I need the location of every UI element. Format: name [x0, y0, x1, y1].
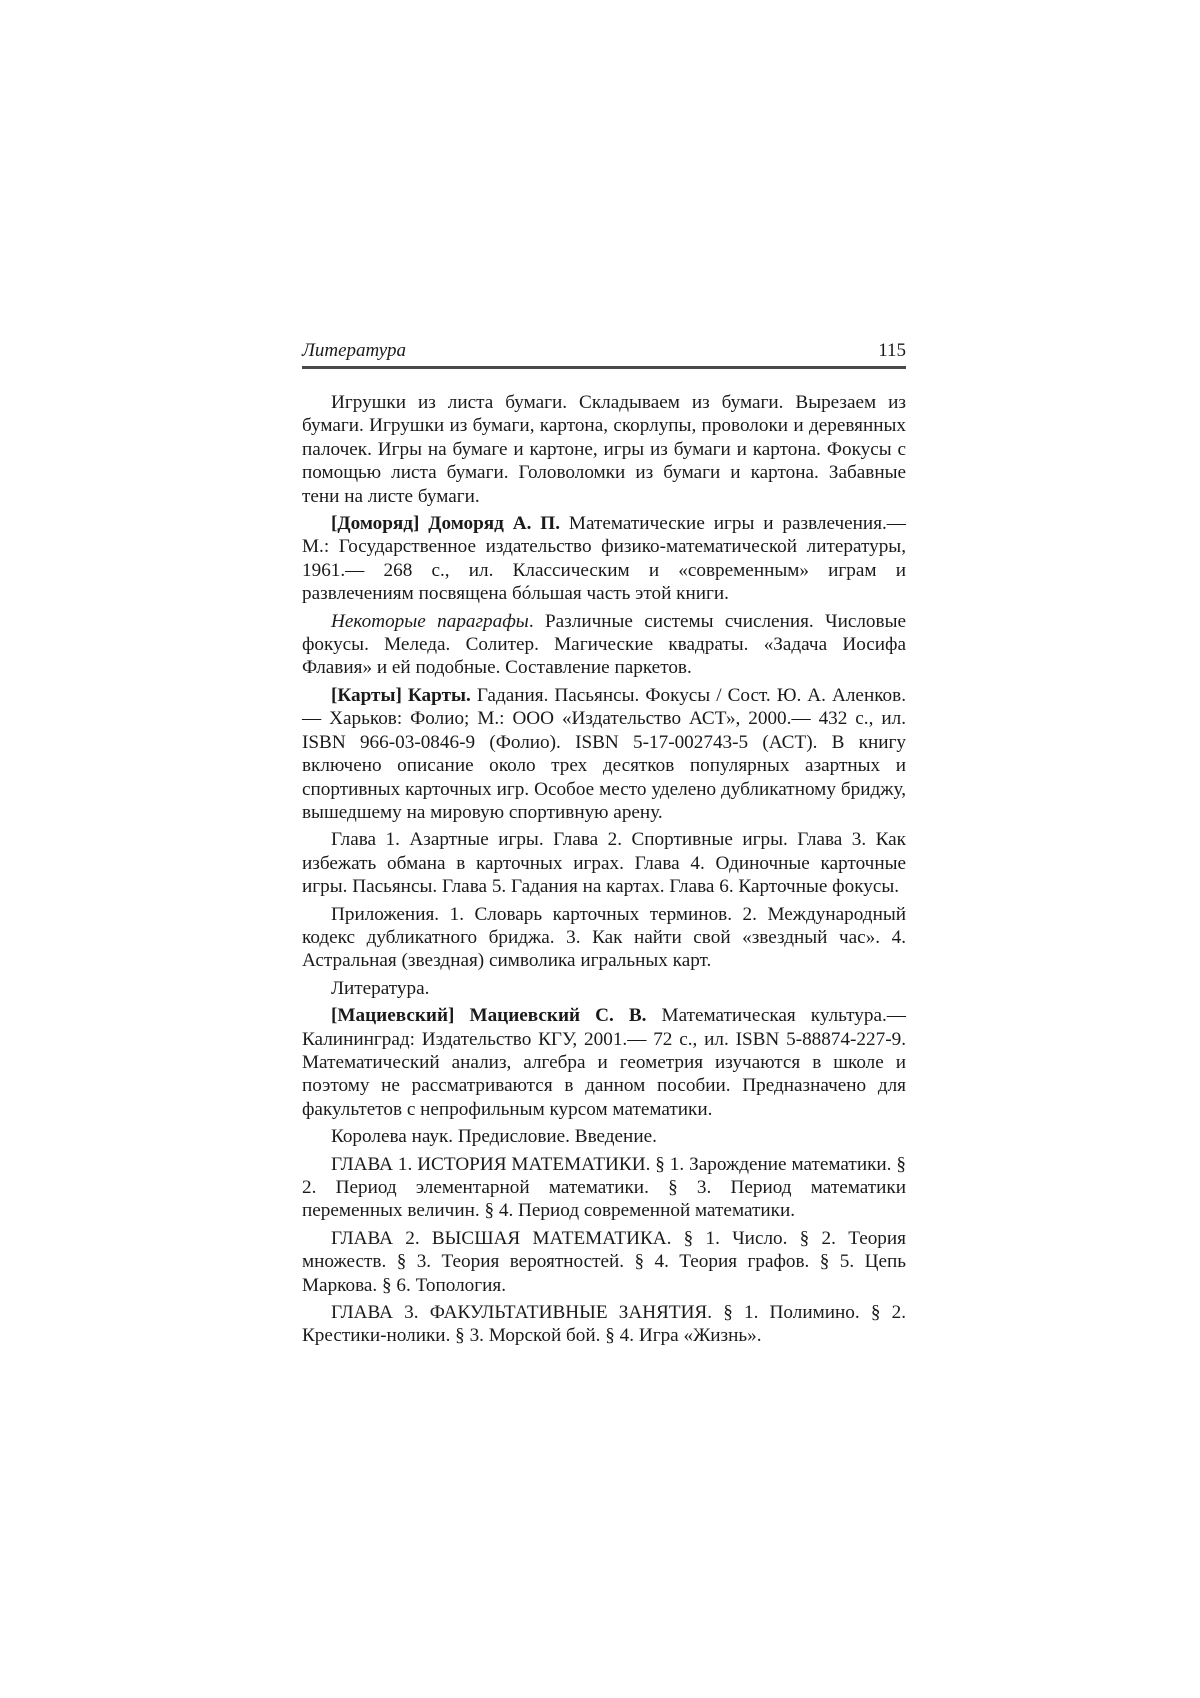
entry-key: [Доморяд] Доморяд А. П.: [331, 513, 561, 535]
sections-label: Некоторые параграфы: [331, 610, 529, 632]
book-page: [302, 340, 906, 1348]
entry-domoryad-sections: [302, 610, 906, 680]
sections-text: . Различные системы счисления. Числовые фокусы. Меледа. Солитер. Магические квадраты. «Задача Иосифа Флавия» и ей подобные. Составление паркетов.: [302, 610, 906, 679]
running-header: [302, 340, 906, 369]
paragraph-paper-toys-contents: Игрушки из листа бумаги. Складываем из бумаги. Вырезаем из бумаги. Игрушки из бумаги, картона, скорлупы, проволоки и деревянных палочек. Игры на бумаге и картоне, игры из бумаги и картона. Фокусы с помощью листа бумаги. Головоломки из бумаги и картона. Забавные тени на листе бумаги.: [302, 392, 906, 507]
entry-karty-chapters: Глава 1. Азартные игры. Глава 2. Спортивные игры. Глава 3. Как избежать обмана в карточных играх. Глава 4. Одиночные карточные игры. Пасьянсы. Глава 5. Гадания на картах. Глава 6. Карточные фокусы.: [302, 829, 906, 898]
entry-description: Математическая культура.— Калининград: Издательство КГУ, 2001.— 72 с., ил. ISBN 5-88874-227-9. Математический анализ, алгебра и геометрия изучаются в школе и поэтому не рассматриваются в данном пособии. Предназначено для факультетов с непрофильным курсом математики.: [302, 1005, 906, 1120]
entry-matsievsky-chapter-1: ГЛАВА 1. ИСТОРИЯ МАТЕМАТИКИ. § 1. Зарождение математики. § 2. Период элементарной математики. § 3. Период математики переменных величин. § 4. Период современной математики.: [302, 1153, 906, 1222]
entry-description: Гадания. Пасьянсы. Фокусы / Сост. Ю. А. Аленков.— Харьков: Фолио; М.: ООО «Издательство АСТ», 2000.— 432 с., ил. ISBN 966-03-0846-9 (Фолио). ISBN 5-17-002743-5 (АСТ). В книгу включено описание около трех десятков популярных азартных и спортивных карточных игр. Особое место уделено дубликатному бриджу, вышедшему на мировую спортивную арену.: [302, 684, 907, 823]
entry-karty-appendix: Приложения. 1. Словарь карточных терминов. 2. Международный кодекс дубликатного бриджа. 3. Как найти свой «звездный час». 4. Астральная (звездная) символика игральных карт.: [302, 903, 906, 972]
entry-domoryad: [302, 512, 906, 606]
running-title: Литература: [302, 340, 406, 361]
entry-matsievsky-intro: Королева наук. Предисловие. Введение.: [331, 1126, 657, 1148]
entry-key: [Карты] Карты.: [331, 684, 471, 706]
entry-description: Математические игры и развлечения.— М.: Государственное издательство физико-математической литературы, 1961.— 268 с., ил. Классическим и «современным» играм и развлечениям посвящена бóльшая часть этой книги.: [302, 513, 906, 605]
entry-karty-literature: Литература.: [331, 977, 430, 999]
page-number: 115: [878, 340, 906, 361]
entry-matsievsky: [302, 1004, 906, 1121]
entry-matsievsky-chapter-3: ГЛАВА 3. ФАКУЛЬТАТИВНЫЕ ЗАНЯТИЯ. § 1. Полимино. § 2. Крестики-нолики. § 3. Морской бой. § 4. Игра «Жизнь».: [302, 1302, 906, 1347]
entry-matsievsky-chapter-2: ГЛАВА 2. ВЫСШАЯ МАТЕМАТИКА. § 1. Число. § 2. Теория множеств. § 3. Теория вероятностей. § 4. Теория графов. § 5. Цепь Маркова. § 6. Топология.: [302, 1227, 906, 1296]
entry-key: [Мациевский] Мациевский С. В.: [331, 1005, 647, 1027]
entry-karty: [302, 684, 906, 824]
bibliography-text: [302, 391, 906, 1348]
